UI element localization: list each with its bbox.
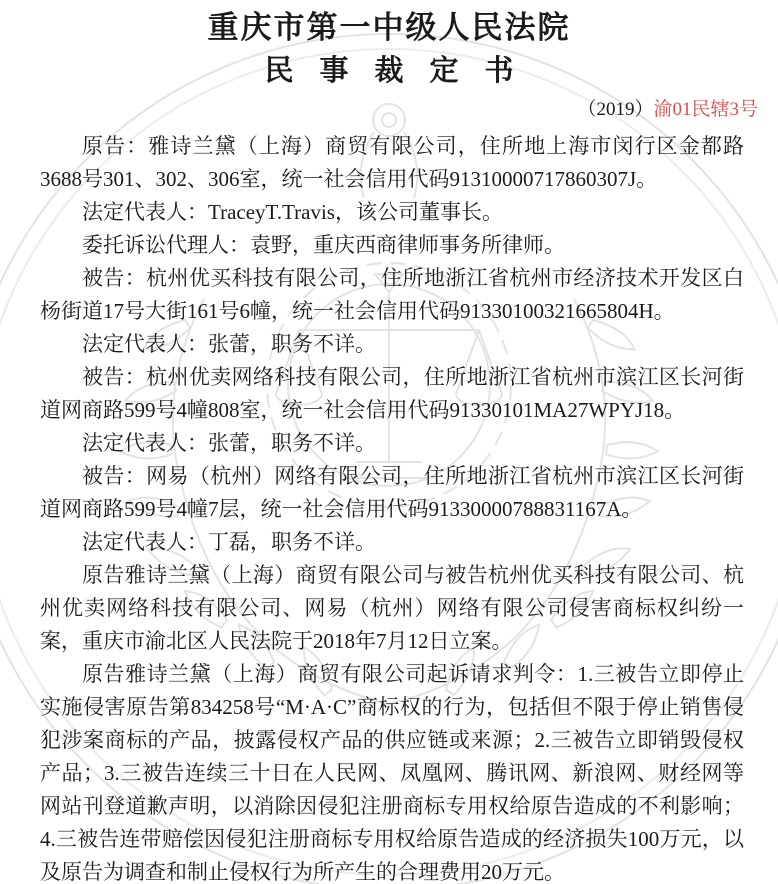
- document-content: [0, 8, 778, 884]
- paragraph-defendant-2-legal-rep: 法定代表人：张蕾，职务不详。: [82, 431, 376, 455]
- case-number-id: 渝01民辖3号: [653, 99, 758, 120]
- paragraph-defendant-1: 被告：杭州优买科技有限公司，住所地浙江省杭州市经济技术开发区白杨街道17号大街161号6幢，统一社会信用代码91330100321665804H。: [40, 266, 744, 323]
- paragraph-plaintiff-legal-rep: 法定代表人：TraceyT.Travis，该公司董事长。: [82, 200, 503, 224]
- case-number-year: （2019）: [577, 99, 654, 120]
- paragraph-case-filing: 原告雅诗兰黛（上海）商贸有限公司与被告杭州优买科技有限公司、杭州优卖网络科技有限公司、网易（杭州）网络有限公司侵害商标权纠纷一案，重庆市渝北区人民法院于2018年7月12日立案。: [40, 563, 744, 653]
- paragraph-defendant-3: 被告：网易（杭州）网络有限公司，住所地浙江省杭州市滨江区长河街道网商路599号4幢7层，统一社会信用代码91330000788831167A。: [40, 464, 744, 521]
- paragraph-defendant-3-legal-rep: 法定代表人：丁磊，职务不详。: [82, 530, 376, 554]
- paragraph-claims: 原告雅诗兰黛（上海）商贸有限公司起诉请求判令：1.三被告立即停止实施侵害原告第834258号“M·A·C”商标权的行为，包括但不限于停止销售侵犯涉案商标的产品，披露侵权产品的供应链或来源；2.三被告立即销毁侵权产品；3.三被告连续三十日在人民网、凤凰网、腾讯网、新浪网、财经网等网站刊登道歉声明，以消除因侵犯注册商标专用权给原告造成的不利影响；4.三被告连带赔偿因侵犯注册商标专用权给原告造成的经济损失100万元，以及原告为调查和制止侵权行为所产生的合理费用20万元。: [40, 662, 744, 884]
- paragraph-defendant-1-legal-rep: 法定代表人：张蕾，职务不详。: [82, 332, 376, 356]
- ruling-body: [40, 130, 744, 884]
- court-name-title: 重庆市第一中级人民法院: [207, 10, 571, 45]
- paragraph-defendant-2: 被告：杭州优卖网络科技有限公司，住所地浙江省杭州市滨江区长河街道网商路599号4幢808室，统一社会信用代码91330101MA27WPYJ18。: [40, 365, 744, 422]
- paragraph-plaintiff-attorney: 委托诉讼代理人：袁野，重庆西商律师事务所律师。: [82, 233, 565, 257]
- paragraph-plaintiff: 原告：雅诗兰黛（上海）商贸有限公司，住所地上海市闵行区金都路3688号301、302、306室，统一社会信用代码91310000717860307J。: [40, 134, 744, 191]
- document-type-title: 民事裁定书: [264, 55, 540, 87]
- case-number: [0, 98, 778, 122]
